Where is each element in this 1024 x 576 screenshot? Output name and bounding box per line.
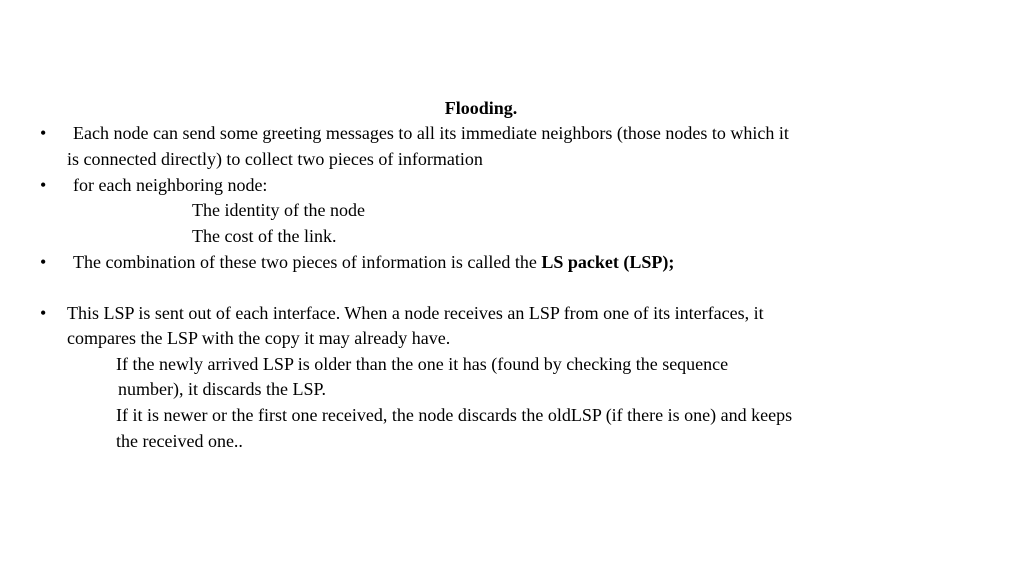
bullet-4-line-1: This LSP is sent out of each interface. When a node receives an LSP from one of its interfaces, it xyxy=(67,303,764,323)
bullet-3-bold-term: LS packet (LSP); xyxy=(541,252,675,272)
bullet-1-marker: • xyxy=(40,123,47,143)
bullet-1-line-1: Each node can send some greeting messages to all its immediate neighbors (those nodes to which it xyxy=(73,123,789,143)
bullet-4-line-4: number), it discards the LSP. xyxy=(118,379,326,399)
bullet-2-marker: • xyxy=(40,175,47,195)
bullet-2-sub-2: The cost of the link. xyxy=(192,226,337,246)
bullet-4-line-3: If the newly arrived LSP is older than the one it has (found by checking the sequence xyxy=(116,354,729,374)
bullet-2-sub-1: The identity of the node xyxy=(192,200,365,220)
bullet-3-line xyxy=(73,250,674,274)
bullet-4-marker: • xyxy=(40,303,47,323)
bullet-3-marker: • xyxy=(40,252,47,272)
bullet-2-line-1: for each neighboring node: xyxy=(73,175,268,195)
bullet-1-line-2: is connected directly) to collect two pieces of information xyxy=(67,149,483,169)
slide-title: Flooding. xyxy=(444,98,518,118)
bullet-4-line-5: If it is newer or the first one received, the node discards the oldLSP (if there is one) and keeps xyxy=(116,405,793,425)
bullet-3-text: The combination of these two pieces of information is called the xyxy=(73,252,537,272)
bullet-4-line-6: the received one.. xyxy=(116,431,243,451)
bullet-4-line-2: compares the LSP with the copy it may already have. xyxy=(67,328,451,348)
